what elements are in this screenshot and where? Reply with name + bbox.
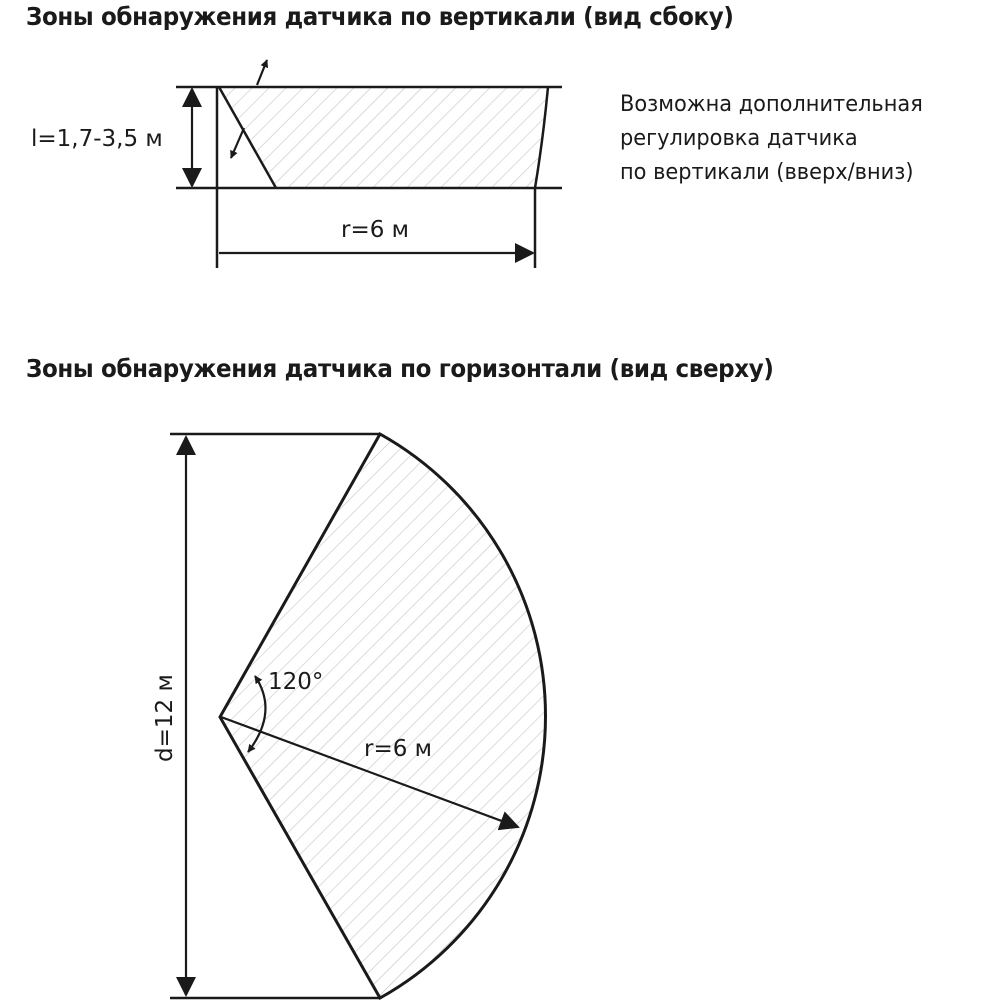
top-view-diagram (170, 434, 546, 998)
adjust-down-arrow-icon (231, 128, 244, 158)
note-line-2: регулировка датчика (620, 126, 858, 151)
top-view-title: Зоны обнаружения датчика по горизонтали (вид сверху) (26, 354, 774, 383)
note-line-3: по вертикали (вверх/вниз) (620, 160, 914, 185)
diameter-label: d=12 м (152, 674, 178, 762)
angle-label: 120° (268, 669, 324, 695)
note-line-1: Возможна дополнительная (620, 92, 923, 117)
side-view-title: Зоны обнаружения датчика по вертикали (вид сбоку) (26, 2, 734, 31)
top-detection-sector (220, 434, 546, 998)
adjust-up-arrow-icon (257, 60, 267, 85)
side-radius-label: r=6 м (341, 217, 410, 243)
top-radius-label: r=6 м (364, 736, 433, 762)
height-label: l=1,7-3,5 м (31, 126, 163, 152)
